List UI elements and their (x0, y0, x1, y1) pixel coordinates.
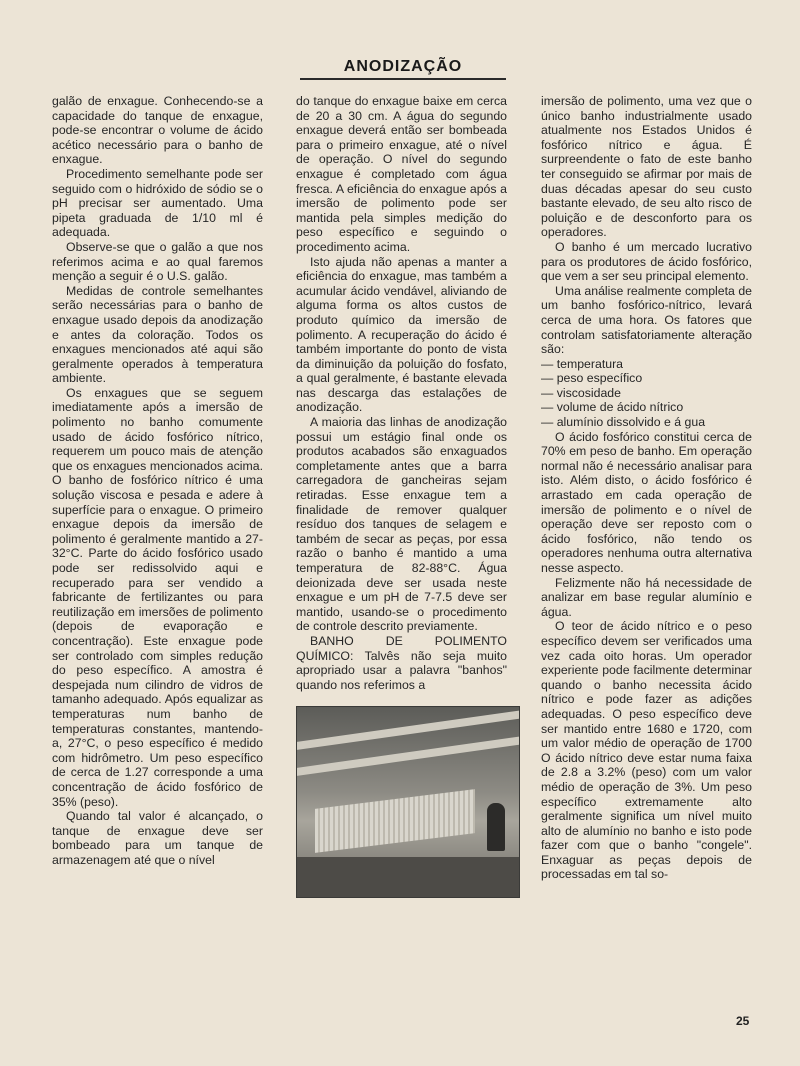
paragraph: A maioria das linhas de anodização possui um estágio final onde os produtos acabados são enxaguados completamente antes que a barra carregadora de gancheiras sejam retiradas. Esse enxague tem a finalidade de remover qualquer resíduo dos tanques de selagem e também de secar as peças, por essa razão o banho é mantido a uma temperatura de 82-88°C. Água deionizada deve ser usada neste enxague e um pH de 7-7.5 deve ser mantido, usando-se o procedimento de controle descrito previamente. (296, 415, 507, 634)
header-rule (300, 78, 506, 80)
floor (297, 857, 519, 897)
paragraph: Isto ajuda não apenas a manter a eficiência do enxague, mas também a acumular ácido vendável, aliviando de alguma forma os altos custos de produto químico da imersão de polimento. A recuperação do ácido é também importante do ponto de vista da diminuição da poluição do fosfato, a qual geralmente, é bastante elevada nas descarga das estalações de anodização. (296, 254, 507, 415)
anodizing-line-photo (296, 706, 520, 898)
paragraph: BANHO DE POLIMENTO QUÍMICO: Talvês não seja muito apropriado usar a palavra "banhos" quando nos referimos a (296, 633, 507, 692)
list-item: — volume de ácido nítrico (541, 400, 684, 415)
list-item: — peso específico (541, 371, 643, 386)
paragraph: Observe-se que o galão a que nos referimos acima e ao qual faremos menção a seguir é o U.S. galão. (52, 239, 263, 284)
tank-rack (315, 790, 475, 854)
column-2 (296, 94, 507, 898)
control-factors-list (541, 357, 752, 430)
paragraph: Uma análise realmente completa de um banho fosfórico-nítrico, levará cerca de uma hora. Os fatores que controlam satisfatoriamente alteração são: (541, 283, 752, 357)
paragraph: do tanque do enxague baixe em cerca de 20 a 30 cm. A água do segundo enxague deverá então ser bombeada para o primeiro enxague, até o nível de operação. O nível do segundo enxague é completado com água fresca. A eficiência do enxague após a imersão de polimento pode ser mantida pela simples medição do peso específico e seguindo o procedimento acima. (296, 94, 507, 254)
list-item: — temperatura (541, 356, 624, 371)
operator-figure (487, 803, 505, 851)
list-item: — viscosidade (541, 385, 621, 400)
paragraph: O teor de ácido nítrico e o peso específico devem ser verificados uma vez cada oito horas. Um operador experiente pode facilmente determinar quando o banho necessita ácido nítrico e pode fazer as adições adequadas. O peso específico deve ser mantido entre 1680 e 1720, com um valor médio de operação de 1700 O ácido nítrico deve estar numa faixa de 2.8 a 3.2% (peso) com um valor médio de operação de 3%. Um peso específico extremamente alto geralmente significa um nível muito alto de alumínio no banho e isto pode fazer com que o banho "congele". Enxaguar as peças depois de processadas em tal so- (541, 619, 752, 882)
paragraph: Os enxagues que se seguem imediatamente após a imersão de polimento no banho comumente usado de ácido fosfórico nítrico, requerem um pouco mais de atenção que os enxagues mencionados acima. O banho de fosfórico nítrico é uma solução viscosa e pesada e adere à superfície para o enxague. O primeiro enxague depois da imersão de polimento é geralmente mantido a 27-32°C. Parte do ácido fosfórico usado pode ser redissolvido aqui e recuperado para ser vendido a fabricante de fertilizantes ou para reutilização em imersões de polimento (depois de evaporação e concentração). Este enxague pode ser controlado com simples redução do peso específico. A amostra é despejada num cilindro de vidros de tamanho adequado. Após equalizar as temperaturas num banho de temperaturas constantes, mantendo-a, 27°C, o peso específico é medido com hidrômetro. Um peso específico de cerca de 1.27 corresponde a uma concentração de ácido fosfórico de 35% (peso). (52, 385, 263, 809)
paragraph: O banho é um mercado lucrativo para os produtores de ácido fosfórico, que vem a ser seu principal elemento. (541, 239, 752, 284)
paragraph: Felizmente não há necessidade de analizar em base regular alumínio e água. (541, 575, 752, 619)
paragraph: O ácido fosfórico constitui cerca de 70% em peso de banho. Em operação normal não é necessário analisar para isto. Além disto, o ácido fosfórico é arrastado em cada operação de imersão de polimento e o nível de operação deve ser reposto com o ácido fosfórico, não tendo os operadores nenhuma outra alternativa nesse aspecto. (541, 429, 752, 575)
column-1 (52, 94, 263, 867)
section-title: ANODIZAÇÃO (343, 58, 463, 75)
paragraph: galão de enxague. Conhecendo-se a capacidade do tanque de enxague, pode-se encontrar o volume de ácido acético necessário para o banho de enxague. (52, 94, 263, 167)
page-header (300, 58, 506, 80)
list-item: — alumínio dissolvido e á gua (541, 415, 706, 430)
page-number: 25 (736, 1014, 750, 1028)
paragraph: Procedimento semelhante pode ser seguido com o hidróxido de sódio se o pH precisar ser aumentado. Uma pipeta graduada de 1/10 ml é adequada. (52, 166, 263, 240)
paragraph: Medidas de controle semelhantes serão necessárias para o banho de enxague usado depois da anodização e antes da coloração. Todos os enxagues mencionados até aqui são geralmente operados à temperatura ambiente. (52, 283, 263, 386)
paragraph: imersão de polimento, uma vez que o único banho industrialmente usado atualmente nos Estados Unidos é fosfórico nítrico e água. É surpreendente o fato de este banho ter conseguido se afirmar por mais de duas décadas apesar do seu custo bastante elevado, de seu alto risco de poluição e de desconforto para os operadores. (541, 94, 752, 240)
paragraph: Quando tal valor é alcançado, o tanque de enxague deve ser bombeado para um tanque de armazenagem até que o nível (52, 809, 263, 867)
column-3 (541, 94, 752, 882)
